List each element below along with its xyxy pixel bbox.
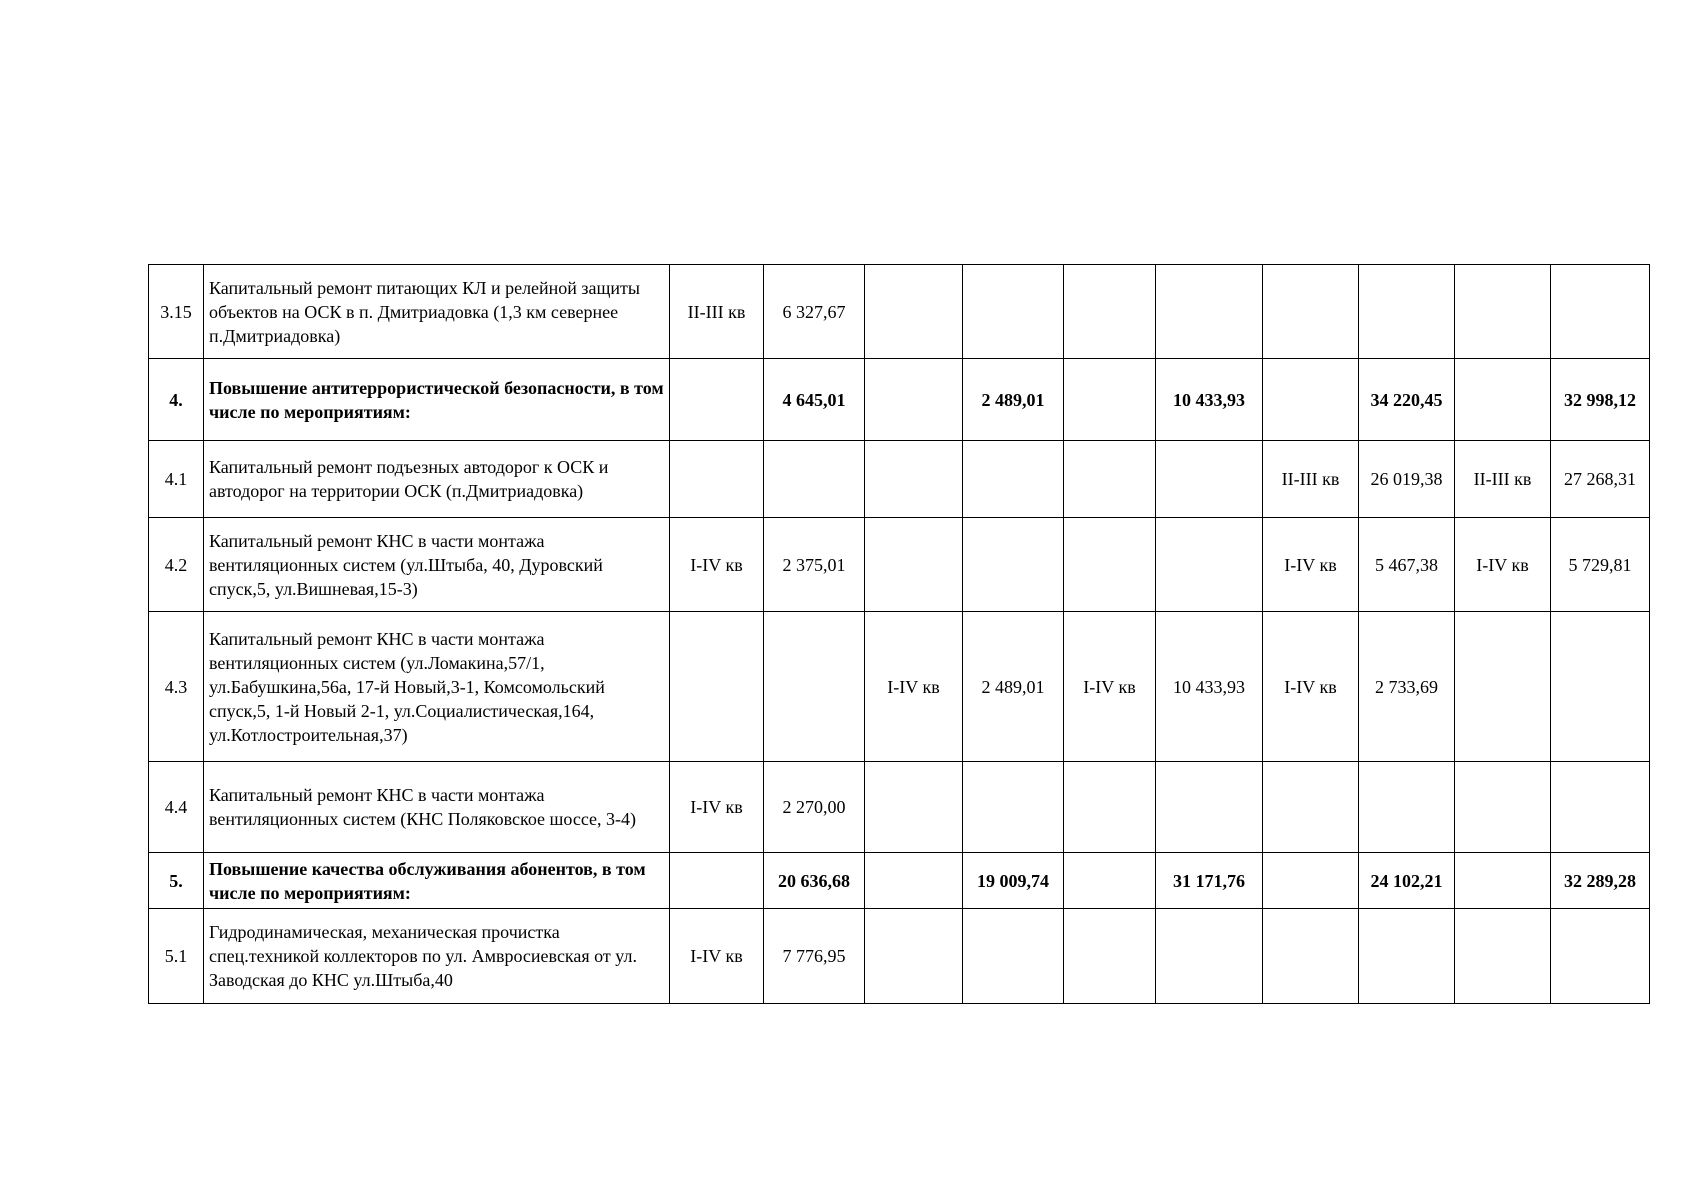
- period-cell: [1455, 853, 1551, 909]
- period-cell: [670, 853, 764, 909]
- period-cell: [1455, 612, 1551, 762]
- amount-cell: 2 733,69: [1359, 612, 1455, 762]
- amount-cell: 31 171,76: [1156, 853, 1263, 909]
- amount-cell: [1156, 518, 1263, 612]
- period-cell: [865, 853, 963, 909]
- amount-cell: 6 327,67: [764, 265, 865, 359]
- amount-cell: 20 636,68: [764, 853, 865, 909]
- period-cell: [1455, 359, 1551, 441]
- period-cell: I-IV кв: [1263, 518, 1359, 612]
- period-cell: I-IV кв: [865, 612, 963, 762]
- period-cell: I-IV кв: [1455, 518, 1551, 612]
- section-name: Повышение качества обслуживания абонентов, в том числе по мероприятиям:: [204, 853, 670, 909]
- section-row: [149, 853, 1650, 909]
- period-cell: [865, 909, 963, 1004]
- row-number: 4.4: [149, 762, 204, 853]
- period-cell: [1263, 909, 1359, 1004]
- period-cell: [670, 359, 764, 441]
- amount-cell: [1156, 909, 1263, 1004]
- period-cell: [865, 441, 963, 518]
- table-row: [149, 518, 1650, 612]
- amount-cell: [764, 612, 865, 762]
- investment-program-table: [148, 264, 1650, 1004]
- period-cell: [1064, 853, 1156, 909]
- period-cell: [1455, 265, 1551, 359]
- amount-cell: 27 268,31: [1551, 441, 1650, 518]
- amount-cell: 2 375,01: [764, 518, 865, 612]
- amount-cell: [1551, 612, 1650, 762]
- row-number: 4.1: [149, 441, 204, 518]
- measure-name: Капитальный ремонт питающих КЛ и релейной защиты объектов на ОСК в п. Дмитриадовка (1,3 км севернее п.Дмитриадовка): [204, 265, 670, 359]
- row-number: 4.2: [149, 518, 204, 612]
- period-cell: [865, 518, 963, 612]
- row-number: 4.3: [149, 612, 204, 762]
- amount-cell: 5 467,38: [1359, 518, 1455, 612]
- amount-cell: [963, 909, 1064, 1004]
- table-row: [149, 909, 1650, 1004]
- period-cell: II-III кв: [1455, 441, 1551, 518]
- amount-cell: 5 729,81: [1551, 518, 1650, 612]
- period-cell: [865, 265, 963, 359]
- period-cell: [865, 762, 963, 853]
- amount-cell: [1359, 909, 1455, 1004]
- period-cell: II-III кв: [670, 265, 764, 359]
- table-row: [149, 612, 1650, 762]
- period-cell: [865, 359, 963, 441]
- period-cell: [1263, 359, 1359, 441]
- period-cell: I-IV кв: [670, 762, 764, 853]
- amount-cell: 34 220,45: [1359, 359, 1455, 441]
- period-cell: [1064, 518, 1156, 612]
- amount-cell: [1359, 265, 1455, 359]
- period-cell: [1064, 265, 1156, 359]
- amount-cell: 10 433,93: [1156, 359, 1263, 441]
- amount-cell: [963, 762, 1064, 853]
- amount-cell: 2 489,01: [963, 359, 1064, 441]
- amount-cell: [963, 518, 1064, 612]
- amount-cell: 2 270,00: [764, 762, 865, 853]
- amount-cell: 24 102,21: [1359, 853, 1455, 909]
- period-cell: [670, 612, 764, 762]
- period-cell: [1064, 762, 1156, 853]
- amount-cell: [1551, 909, 1650, 1004]
- amount-cell: [1156, 265, 1263, 359]
- amount-cell: 26 019,38: [1359, 441, 1455, 518]
- period-cell: [1263, 762, 1359, 853]
- period-cell: [1064, 909, 1156, 1004]
- period-cell: I-IV кв: [670, 518, 764, 612]
- amount-cell: [764, 441, 865, 518]
- period-cell: II-III кв: [1263, 441, 1359, 518]
- measure-name: Капитальный ремонт КНС в части монтажа вентиляционных систем (КНС Поляковское шоссе, 3-4): [204, 762, 670, 853]
- period-cell: [1263, 265, 1359, 359]
- amount-cell: [963, 265, 1064, 359]
- amount-cell: 7 776,95: [764, 909, 865, 1004]
- period-cell: [1064, 441, 1156, 518]
- period-cell: [1455, 909, 1551, 1004]
- period-cell: I-IV кв: [1263, 612, 1359, 762]
- row-number: 5.1: [149, 909, 204, 1004]
- period-cell: [670, 441, 764, 518]
- period-cell: I-IV кв: [670, 909, 764, 1004]
- row-number: 5.: [149, 853, 204, 909]
- section-name: Повышение антитеррористической безопасности, в том числе по мероприятиям:: [204, 359, 670, 441]
- row-number: 3.15: [149, 265, 204, 359]
- amount-cell: [1551, 762, 1650, 853]
- section-row: [149, 359, 1650, 441]
- amount-cell: [963, 441, 1064, 518]
- period-cell: [1263, 853, 1359, 909]
- measure-name: Капитальный ремонт КНС в части монтажа вентиляционных систем (ул.Ломакина,57/1, ул.Бабушкина,56а, 17-й Новый,3-1, Комсомольский спуск,5, 1-й Новый 2-1, ул.Социалистическая,164, ул.Котлостроительная,37): [204, 612, 670, 762]
- amount-cell: [1156, 441, 1263, 518]
- amount-cell: 2 489,01: [963, 612, 1064, 762]
- period-cell: I-IV кв: [1064, 612, 1156, 762]
- amount-cell: 19 009,74: [963, 853, 1064, 909]
- amount-cell: 32 289,28: [1551, 853, 1650, 909]
- amount-cell: 4 645,01: [764, 359, 865, 441]
- measure-name: Капитальный ремонт подъезных автодорог к ОСК и автодорог на территории ОСК (п.Дмитриадовка): [204, 441, 670, 518]
- amount-cell: 32 998,12: [1551, 359, 1650, 441]
- measure-name: Капитальный ремонт КНС в части монтажа вентиляционных систем (ул.Штыба, 40, Дуровский спуск,5, ул.Вишневая,15-3): [204, 518, 670, 612]
- table-row: [149, 441, 1650, 518]
- period-cell: [1455, 762, 1551, 853]
- row-number: 4.: [149, 359, 204, 441]
- table-row: [149, 265, 1650, 359]
- measure-name: Гидродинамическая, механическая прочистка спец.техникой коллекторов по ул. Амвросиевская от ул. Заводская до КНС ул.Штыба,40: [204, 909, 670, 1004]
- amount-cell: 10 433,93: [1156, 612, 1263, 762]
- table-row: [149, 762, 1650, 853]
- period-cell: [1064, 359, 1156, 441]
- amount-cell: [1551, 265, 1650, 359]
- amount-cell: [1156, 762, 1263, 853]
- amount-cell: [1359, 762, 1455, 853]
